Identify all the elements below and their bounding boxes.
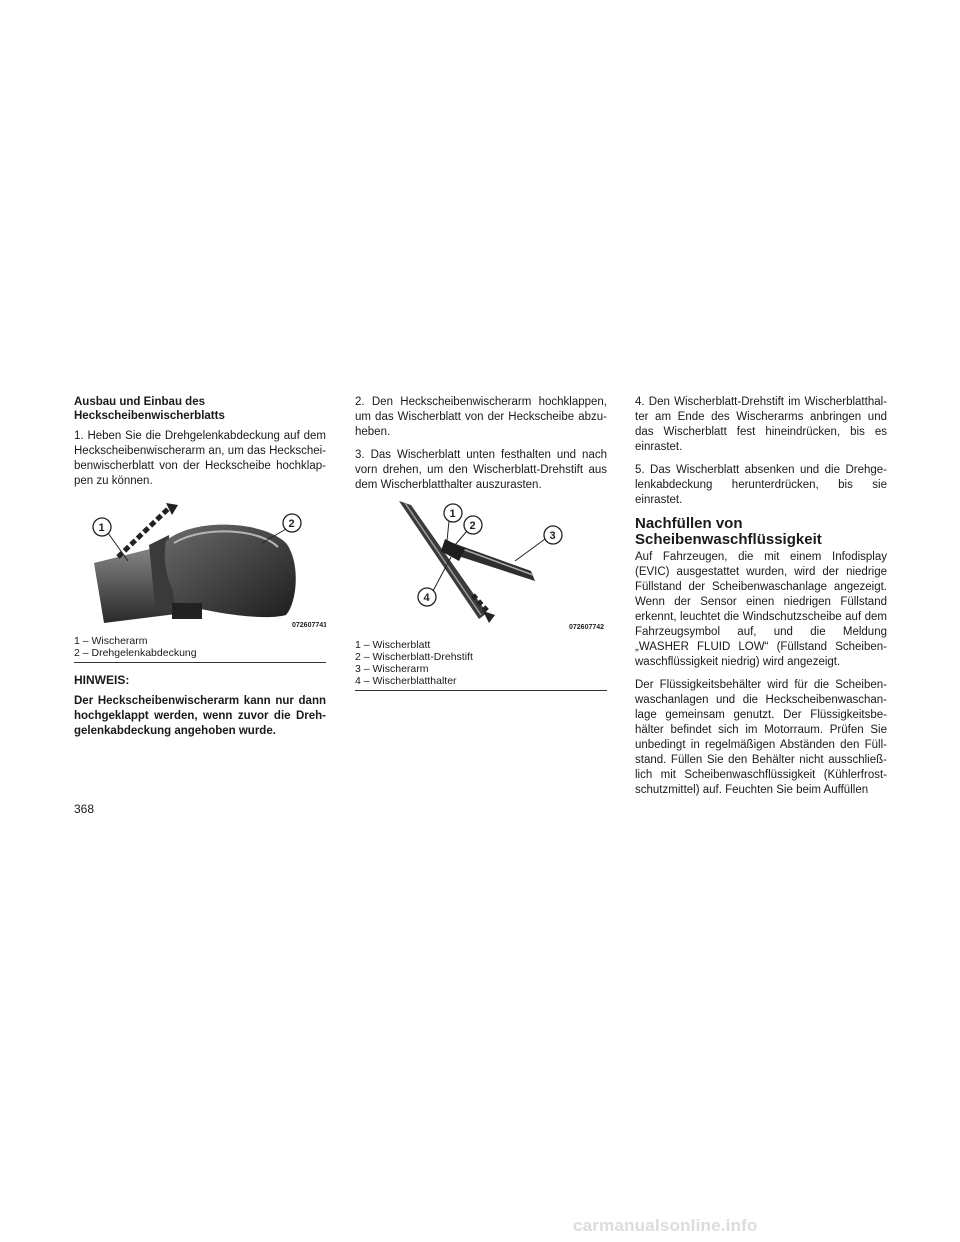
column-left xyxy=(74,395,326,739)
callout-3: 3 xyxy=(549,530,556,542)
wiper-cover-illustration xyxy=(74,503,326,633)
subsection-heading: Ausbau und Einbau des Heckscheibenwischerblatts xyxy=(74,396,225,422)
wiper-blade-illustration xyxy=(355,501,607,637)
callout-4: 4 xyxy=(423,592,430,604)
note-heading: HINWEIS: xyxy=(74,673,130,687)
step-3: 3. Das Wischerblatt unten festhalten und nach vorn drehen, um den Wischerblatt-Drehstift aus dem Wischerblatthalter auszurasten. xyxy=(355,449,607,491)
column-middle xyxy=(355,395,607,691)
legend-item: 1 – Wischerblatt xyxy=(355,639,431,651)
step-4: 4. Den Wischerblatt-Drehstift im Wischerblatthal-ter am Ende des Wischerarms anbringen und das Wischerblatt fest hineindrücken, bis es einrastet. xyxy=(635,396,887,453)
figure-code: 072607742 xyxy=(569,624,605,631)
callout-1: 1 xyxy=(98,522,105,534)
step-2: 2. Den Heckscheibenwischerarm hochklappen, um das Wischerblatt von der Heckscheibe abzu-heben. xyxy=(355,396,607,438)
figure-wiper-blade xyxy=(355,501,607,637)
figure-legend xyxy=(355,639,607,691)
legend-item: 2 – Wischerblatt-Drehstift xyxy=(355,651,473,663)
page-number: 368 xyxy=(74,802,95,816)
legend-item: 2 – Drehgelenkabdeckung xyxy=(74,647,197,659)
legend-item: 4 – Wischerblatthalter xyxy=(355,675,457,687)
column-right xyxy=(635,395,887,806)
figure-code: 072607741 xyxy=(292,622,326,629)
step-1: 1. Heben Sie die Drehgelenkabdeckung auf dem Heckscheibenwischerarm an, um das Heckschei-benwischerblatt von der Heckscheibe hochklap-pen zu können. xyxy=(74,430,326,487)
watermark: carmanualsonline.info xyxy=(573,1216,758,1235)
legend-item: 1 – Wischerarm xyxy=(74,635,148,647)
paragraph: Der Flüssigkeitsbehälter wird für die Scheiben-waschanlagen und die Heckscheibenwaschan-lage gemeinsam genutzt. Der Flüssigkeitsbe-hälter befindet sich im Motorraum. Prüfen Sie unbedingt in regelmäßigen Abständen den Füll-stand. Füllen Sie den Behälter nicht ausschließ-lich mit Scheibenwaschflüssigkeit (Kühlerfrost-schutzmittel) auf. Feuchten Sie beim Auffüllen xyxy=(635,679,887,796)
callout-2: 2 xyxy=(288,518,295,530)
note-text: Der Heckscheibenwischerarm kann nur dann hochgeklappt werden, wenn zuvor die Dreh-gelenkabdeckung angehoben wurde. xyxy=(74,695,326,737)
figure-legend xyxy=(74,635,326,663)
callout-2: 2 xyxy=(469,520,476,532)
callout-1: 1 xyxy=(449,508,456,520)
legend-item: 3 – Wischerarm xyxy=(355,663,429,675)
figure-wiper-arm-cover xyxy=(74,503,326,633)
paragraph: Auf Fahrzeugen, die mit einem Infodisplay (EVIC) ausgestattet wurden, wird der niedrige Füllstand der Scheibenwaschanlage angezeigt. Wenn der Sensor einen niedrigen Füllstand erkennt, leuchtet die Windschutzscheibe auf dem Fahrzeugsymbol auf, und die Meldung „WASHER FLUID LOW“ (Füllstand Scheiben-waschflüssigkeit niedrig) wird angezeigt. xyxy=(635,551,887,668)
section-heading: Nachfüllen von Scheibenwaschflüssigkeit xyxy=(635,515,822,548)
step-5: 5. Das Wischerblatt absenken und die Drehge-lenkabdeckung herunterdrücken, bis sie einrastet. xyxy=(635,464,887,506)
